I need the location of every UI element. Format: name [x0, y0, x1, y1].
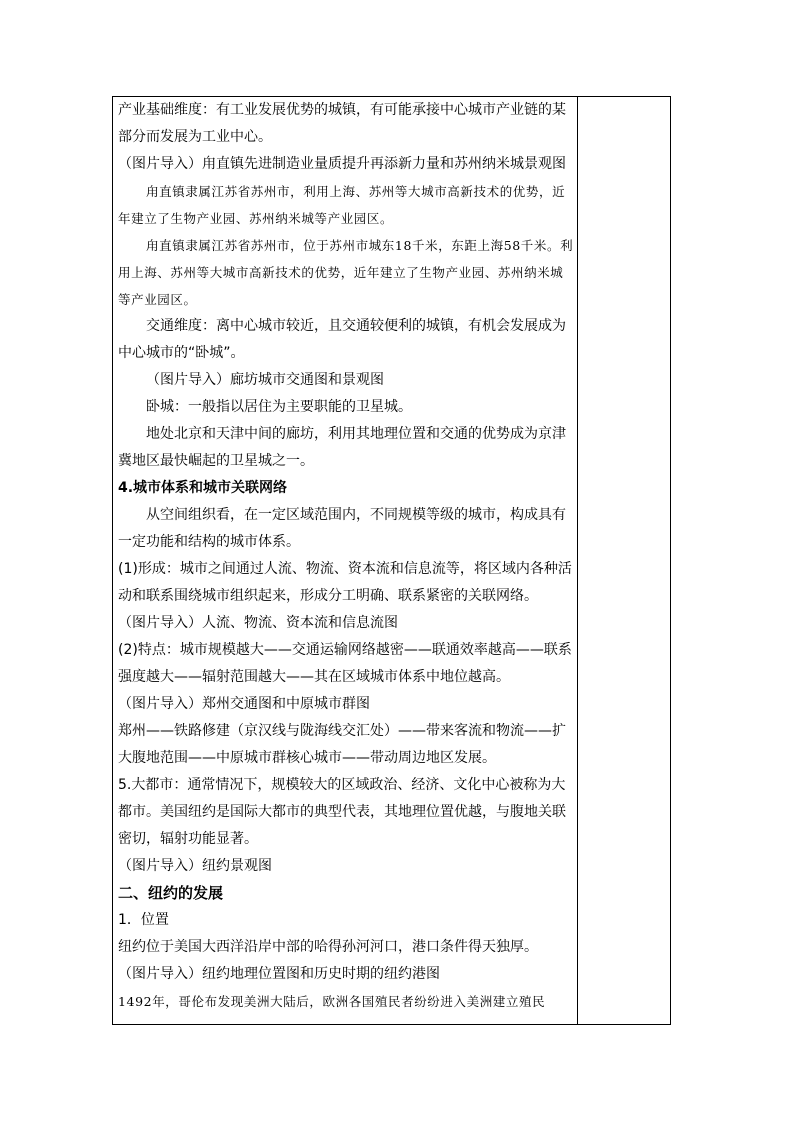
image-caption: （图片导入）廊坊城市交通图和景观图: [146, 372, 384, 388]
image-caption: （图片导入）甪直镇先进制造业量质提升再添新力量和苏州纳米城景观图: [118, 156, 566, 172]
image-caption: （图片导入）纽约景观图: [118, 858, 272, 874]
formation-text: (1)形成：城市之间通过人流、物流、资本流和信息流等，将区域内各种活动和联系围绕城市组织起来，形成分工明确、联系紧密的关联网络。: [118, 561, 572, 604]
table-column-divider: [577, 96, 578, 1025]
new-york-location-text: 纽约位于美国大西洋沿岸中部的哈得孙河河口，港口条件得天独厚。: [118, 939, 538, 955]
luzhi-note-1: 甪直镇隶属江苏省苏州市，利用上海、苏州等大城市高新技术的优势，近年建立了生物产业园、苏州纳米城等产业园区。: [118, 184, 566, 226]
transport-dimension-text: 交通维度：离中心城市较近，且交通较便利的城镇，有机会发展成为中心城市的“卧城”。: [118, 318, 566, 361]
image-caption: （图片导入）人流、物流、资本流和信息流图: [118, 615, 398, 631]
lesson-content: [118, 97, 576, 1015]
zhengzhou-text: 郑州——铁路修建（京汉线与陇海线交汇处）——带来客流和物流——扩大腹地范围——中原城市群核心城市——带动周边地区发展。: [118, 723, 566, 766]
industry-dimension-text: 产业基础维度：有工业发展优势的城镇，有可能承接中心城市产业链的某部分而发展为工业中心。: [118, 102, 566, 145]
dormitory-town-definition: 卧城：一般指以居住为主要职能的卫星城。: [146, 399, 412, 415]
metropolis-text: 5.大都市：通常情况下，规模较大的区域政治、经济、文化中心被称为大都市。美国纽约是国际大都市的典型代表，其地理位置优越，与腹地关联密切，辐射功能显著。: [118, 777, 566, 847]
urban-system-text: 从空间组织看，在一定区域范围内，不同规模等级的城市，构成具有一定功能和结构的城市体系。: [118, 507, 566, 550]
history-text: 1492年，哥伦布发现美洲大陆后，欧洲各国殖民者纷纷进入美洲建立殖民: [118, 994, 546, 1009]
features-text: (2)特点：城市规模越大——交通运输网络越密——联通效率越高——联系强度越大——辐射范围越大——其在区域城市体系中地位越高。: [118, 642, 572, 685]
section-heading-4: 4.城市体系和城市关联网络: [118, 480, 288, 496]
langfang-text: 地处北京和天津中间的廊坊，利用其地理位置和交通的优势成为京津冀地区最快崛起的卫星城之一。: [118, 426, 566, 469]
luzhi-note-2: 甪直镇隶属江苏省苏州市，位于苏州市城东18千米，东距上海58千米。利用上海、苏州等大城市高新技术的优势，近年建立了生物产业园、苏州纳米城等产业园区。: [118, 238, 574, 307]
image-caption: （图片导入）纽约地理位置图和历史时期的纽约港图: [118, 966, 440, 982]
subheading-location: 1．位置: [118, 912, 169, 928]
section-heading-new-york: 二、纽约的发展: [118, 884, 224, 902]
image-caption: （图片导入）郑州交通图和中原城市群图: [118, 696, 370, 712]
